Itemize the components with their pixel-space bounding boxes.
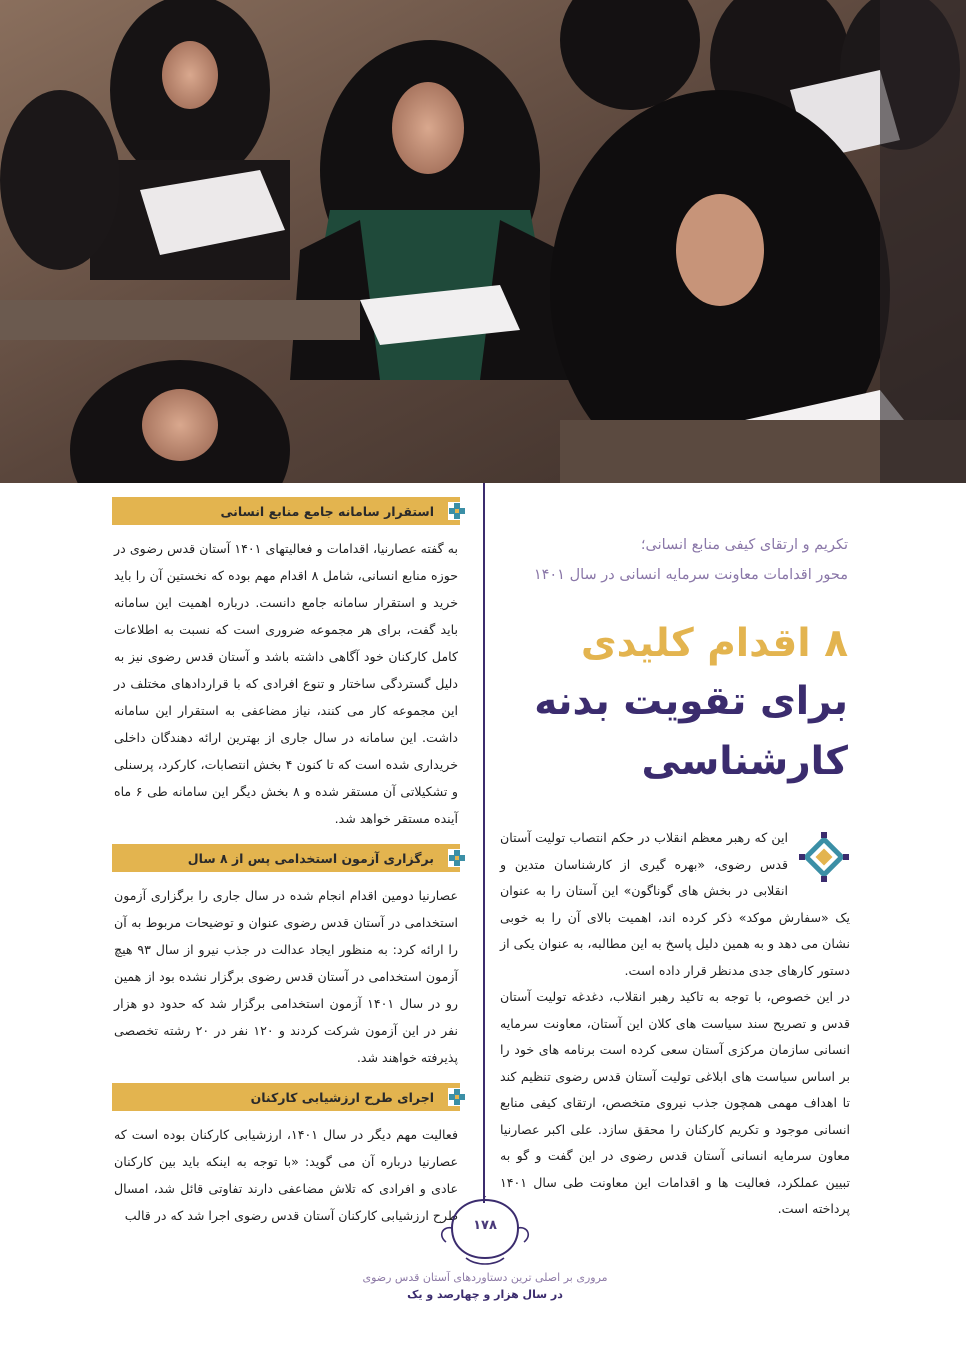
headline: کارشناسی bbox=[641, 739, 848, 784]
section-header bbox=[112, 497, 460, 525]
intro-paragraph: در این خصوص، با توجه به تاکید رهبر انقلاب، دغدغه تولیت آستان قدس و تصریح سند سیاست های کلان این آستان، معاونت سرمایه انسانی سازمان مرکزی آستان سعی کرده است برنامه های خود را بر اساس سیاست های ابلاغی تولیت آستان قدس رضوی تنظیم کند تا اهداف مهمی همچون جذب نیروی متخصص، ارتقای کیفی منابع انسانی موجود و تکریم کارکنان را محقق سازد. علی اکبر عصارنیا معاون سرمایه انسانی آستان قدس رضوی در این گفت و گو به تبیین عملکرد، فعالیت ها و اقدامات این معاونت طی سال ۱۴۰۱ پرداخته است. bbox=[500, 989, 850, 1216]
section-body: عصارنیا دومین اقدام انجام شده در سال جاری را برگزاری آزمون استخدامی در آستان قدس رضوی عنوان و توضیحات مربوط به آن را ارائه کرد: به منظور ایجاد عدالت در جذب نیرو از سال ۹۳ هیچ آزمون استخدامی در آستان قدس رضوی برگزار نشده بود از همین رو در سال ۱۴۰۱ آزمون استخدامی برگزار شد که حدود دو هزار نفر در این آزمون شرکت کردند و ۱۲۰ نفر در ۲۰ رشته تخصصی پذیرفته خواهند شد. bbox=[114, 888, 458, 1065]
section-header bbox=[112, 1083, 460, 1111]
section-header bbox=[112, 844, 460, 872]
page-footer bbox=[340, 1270, 630, 1304]
headline: ۸ اقدام کلیدی bbox=[580, 621, 848, 666]
section-title: استقرار سامانه جامع منابع انسانی bbox=[220, 503, 434, 519]
column-divider bbox=[483, 483, 485, 1203]
left-column bbox=[112, 497, 460, 1241]
exam-hall-photo bbox=[0, 0, 966, 483]
section-body: به گفته عصارنیا، اقدامات و فعالیتهای ۱۴۰۱ آستان قدس رضوی در حوزه منابع انسانی، شامل ۸ اقدام مهم بوده که نخستین آن را باید خرید و استقرار سامانه جامع دانست. درباره اهمیت این سامانه باید گفت، برای هر مجموعه ضروری است که نسبت به اطلاعات کامل کارکنان خود آگاهی داشته باشد و آستان قدس رضوی نیز به دلیل گستردگی ساختار و تنوع افرادی که با قراردادهای مختلف در این مجموعه کار می کنند، نیاز مضاعفی به استقرار این سامانه داشت. این سامانه در سال جاری از بهترین ارائه دهندگان داخلی خریداری شده است که تا کنون ۴ بخش انتصابات، کارکرد، پرسنلی و تشکیلاتی آن مستقر شده و ۸ بخش دیگر این سامانه طی ۶ ماه آینده مستقر خواهد شد. bbox=[114, 541, 458, 826]
footer-line: مروری بر اصلی ترین دستاوردهای آستان قدس رضوی bbox=[362, 1271, 608, 1284]
footer-line: در سال هزار و چهارصد و یک bbox=[407, 1288, 563, 1301]
right-column bbox=[500, 530, 848, 792]
headline: برای تقویت بدنه bbox=[534, 679, 848, 724]
section-body: فعالیت مهم دیگر در سال ۱۴۰۱، ارزشیابی کارکنان بوده است که عصارنیا درباره آن می گوید: «با توجه به اینکه باید بین کارکنان عادی و افرادی که تلاش مضاعفی دارند تفاوتی قائل شد، امسال طرح ارزشیابی کارکنان آستان قدس رضوی اجرا شد که در قالب bbox=[114, 1127, 458, 1223]
section-title: اجرای طرح ارزشیابی کارکنان bbox=[250, 1089, 434, 1105]
header-photo bbox=[0, 0, 966, 483]
section-title: برگزاری آزمون استخدامی پس از ۸ سال bbox=[187, 850, 434, 866]
kicker-line: تکریم و ارتقای کیفی منابع انسانی؛ bbox=[640, 537, 848, 553]
intro-text: این که رهبر معظم انقلاب در حکم انتصاب تولیت آستان قدس رضوی، «بهره گیری از کارشناسان متدین و انقلابی در بخش های گوناگون» این آستان را به عنوان یک «سفارش موکد» ذکر کرده اند، اهمیت بالای آن را به خوبی نشان می دهد و به همین دلیل پاسخ به این مطالبه، به عنوان یکی از دستور کارهای جدی مدنظر قرار داده است. bbox=[499, 830, 850, 978]
diamond-ornament-icon bbox=[448, 502, 466, 520]
diamond-ornament-icon bbox=[448, 1088, 466, 1106]
geometric-ornament-icon bbox=[798, 831, 850, 883]
diamond-ornament-icon bbox=[448, 849, 466, 867]
page-number: ۱۷۸ bbox=[473, 1218, 497, 1233]
intro-block bbox=[500, 825, 850, 1223]
kicker-line: محور اقدامات معاونت سرمایه انسانی در سال ۱۴۰۱ bbox=[533, 567, 848, 583]
